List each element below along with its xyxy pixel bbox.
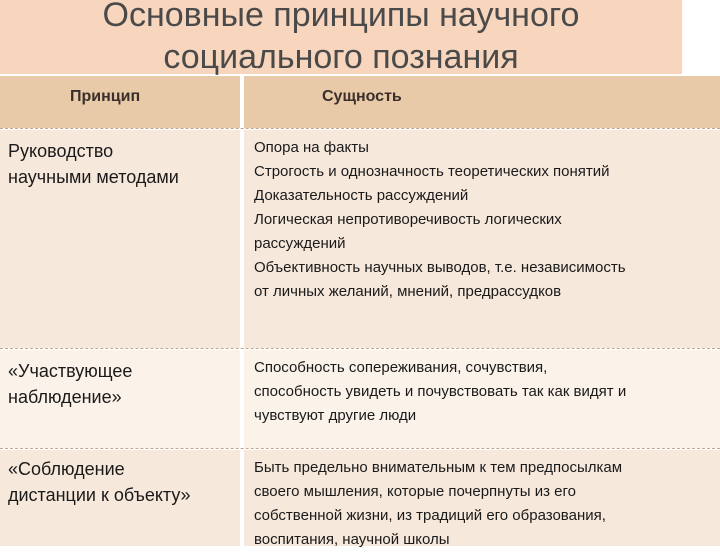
essence-text xyxy=(254,356,714,428)
essence-line: Доказательность рассуждений xyxy=(254,187,469,204)
principle-cell xyxy=(0,450,242,546)
table-row xyxy=(0,350,720,448)
row-divider xyxy=(0,348,720,349)
essence-line: Опора на факты xyxy=(254,139,369,156)
title-line-2: социального познания xyxy=(163,38,519,76)
essence-text xyxy=(254,136,714,304)
principle-text xyxy=(8,138,234,190)
header-essence-label: Сущность xyxy=(322,88,402,105)
table-row xyxy=(0,130,720,348)
essence-line: рассуждений xyxy=(254,235,346,252)
essence-line: чувствуют другие люди xyxy=(254,407,417,424)
header-principle-label: Принцип xyxy=(70,88,141,105)
principle-line: «Участвующее xyxy=(8,361,133,381)
header-cell-principle xyxy=(0,76,242,128)
essence-cell xyxy=(244,130,720,348)
principle-cell xyxy=(0,350,242,448)
principle-line: Руководство xyxy=(8,141,114,161)
essence-line: своего мышления, которые почерпнуты из его xyxy=(254,483,577,500)
essence-text xyxy=(254,456,714,552)
row-divider xyxy=(0,128,720,129)
table-row xyxy=(0,450,720,546)
essence-line: Логическая непротиворечивость логических xyxy=(254,211,562,228)
essence-cell xyxy=(244,350,720,448)
essence-line: Быть предельно внимательным к тем предпосылкам xyxy=(254,459,623,476)
title-line-1: Основные принципы научного xyxy=(102,0,580,34)
principle-line: научными методами xyxy=(8,167,179,187)
essence-line: способность увидеть и почувствовать так как видят и xyxy=(254,383,627,400)
principle-text xyxy=(8,456,234,508)
principle-line: дистанции к объекту» xyxy=(8,485,191,505)
principle-text xyxy=(8,358,234,410)
essence-line: Объективность научных выводов, т.е. независимость xyxy=(254,259,626,276)
principle-line: «Соблюдение xyxy=(8,459,125,479)
header-cell-essence xyxy=(244,76,720,128)
table-header-row xyxy=(0,76,720,128)
principles-table xyxy=(0,76,720,546)
page-title xyxy=(0,0,682,78)
essence-cell xyxy=(244,450,720,546)
principle-line: наблюдение» xyxy=(8,387,122,407)
essence-line: собственной жизни, из традиций его образования, xyxy=(254,507,606,524)
principle-cell xyxy=(0,130,242,348)
essence-line: Строгость и однозначность теоретических понятий xyxy=(254,163,610,180)
essence-line: от личных желаний, мнений, предрассудков xyxy=(254,283,562,300)
essence-line: воспитания, научной школы xyxy=(254,531,450,548)
row-divider xyxy=(0,448,720,449)
essence-line: Способность сопереживания, сочувствия, xyxy=(254,359,548,376)
